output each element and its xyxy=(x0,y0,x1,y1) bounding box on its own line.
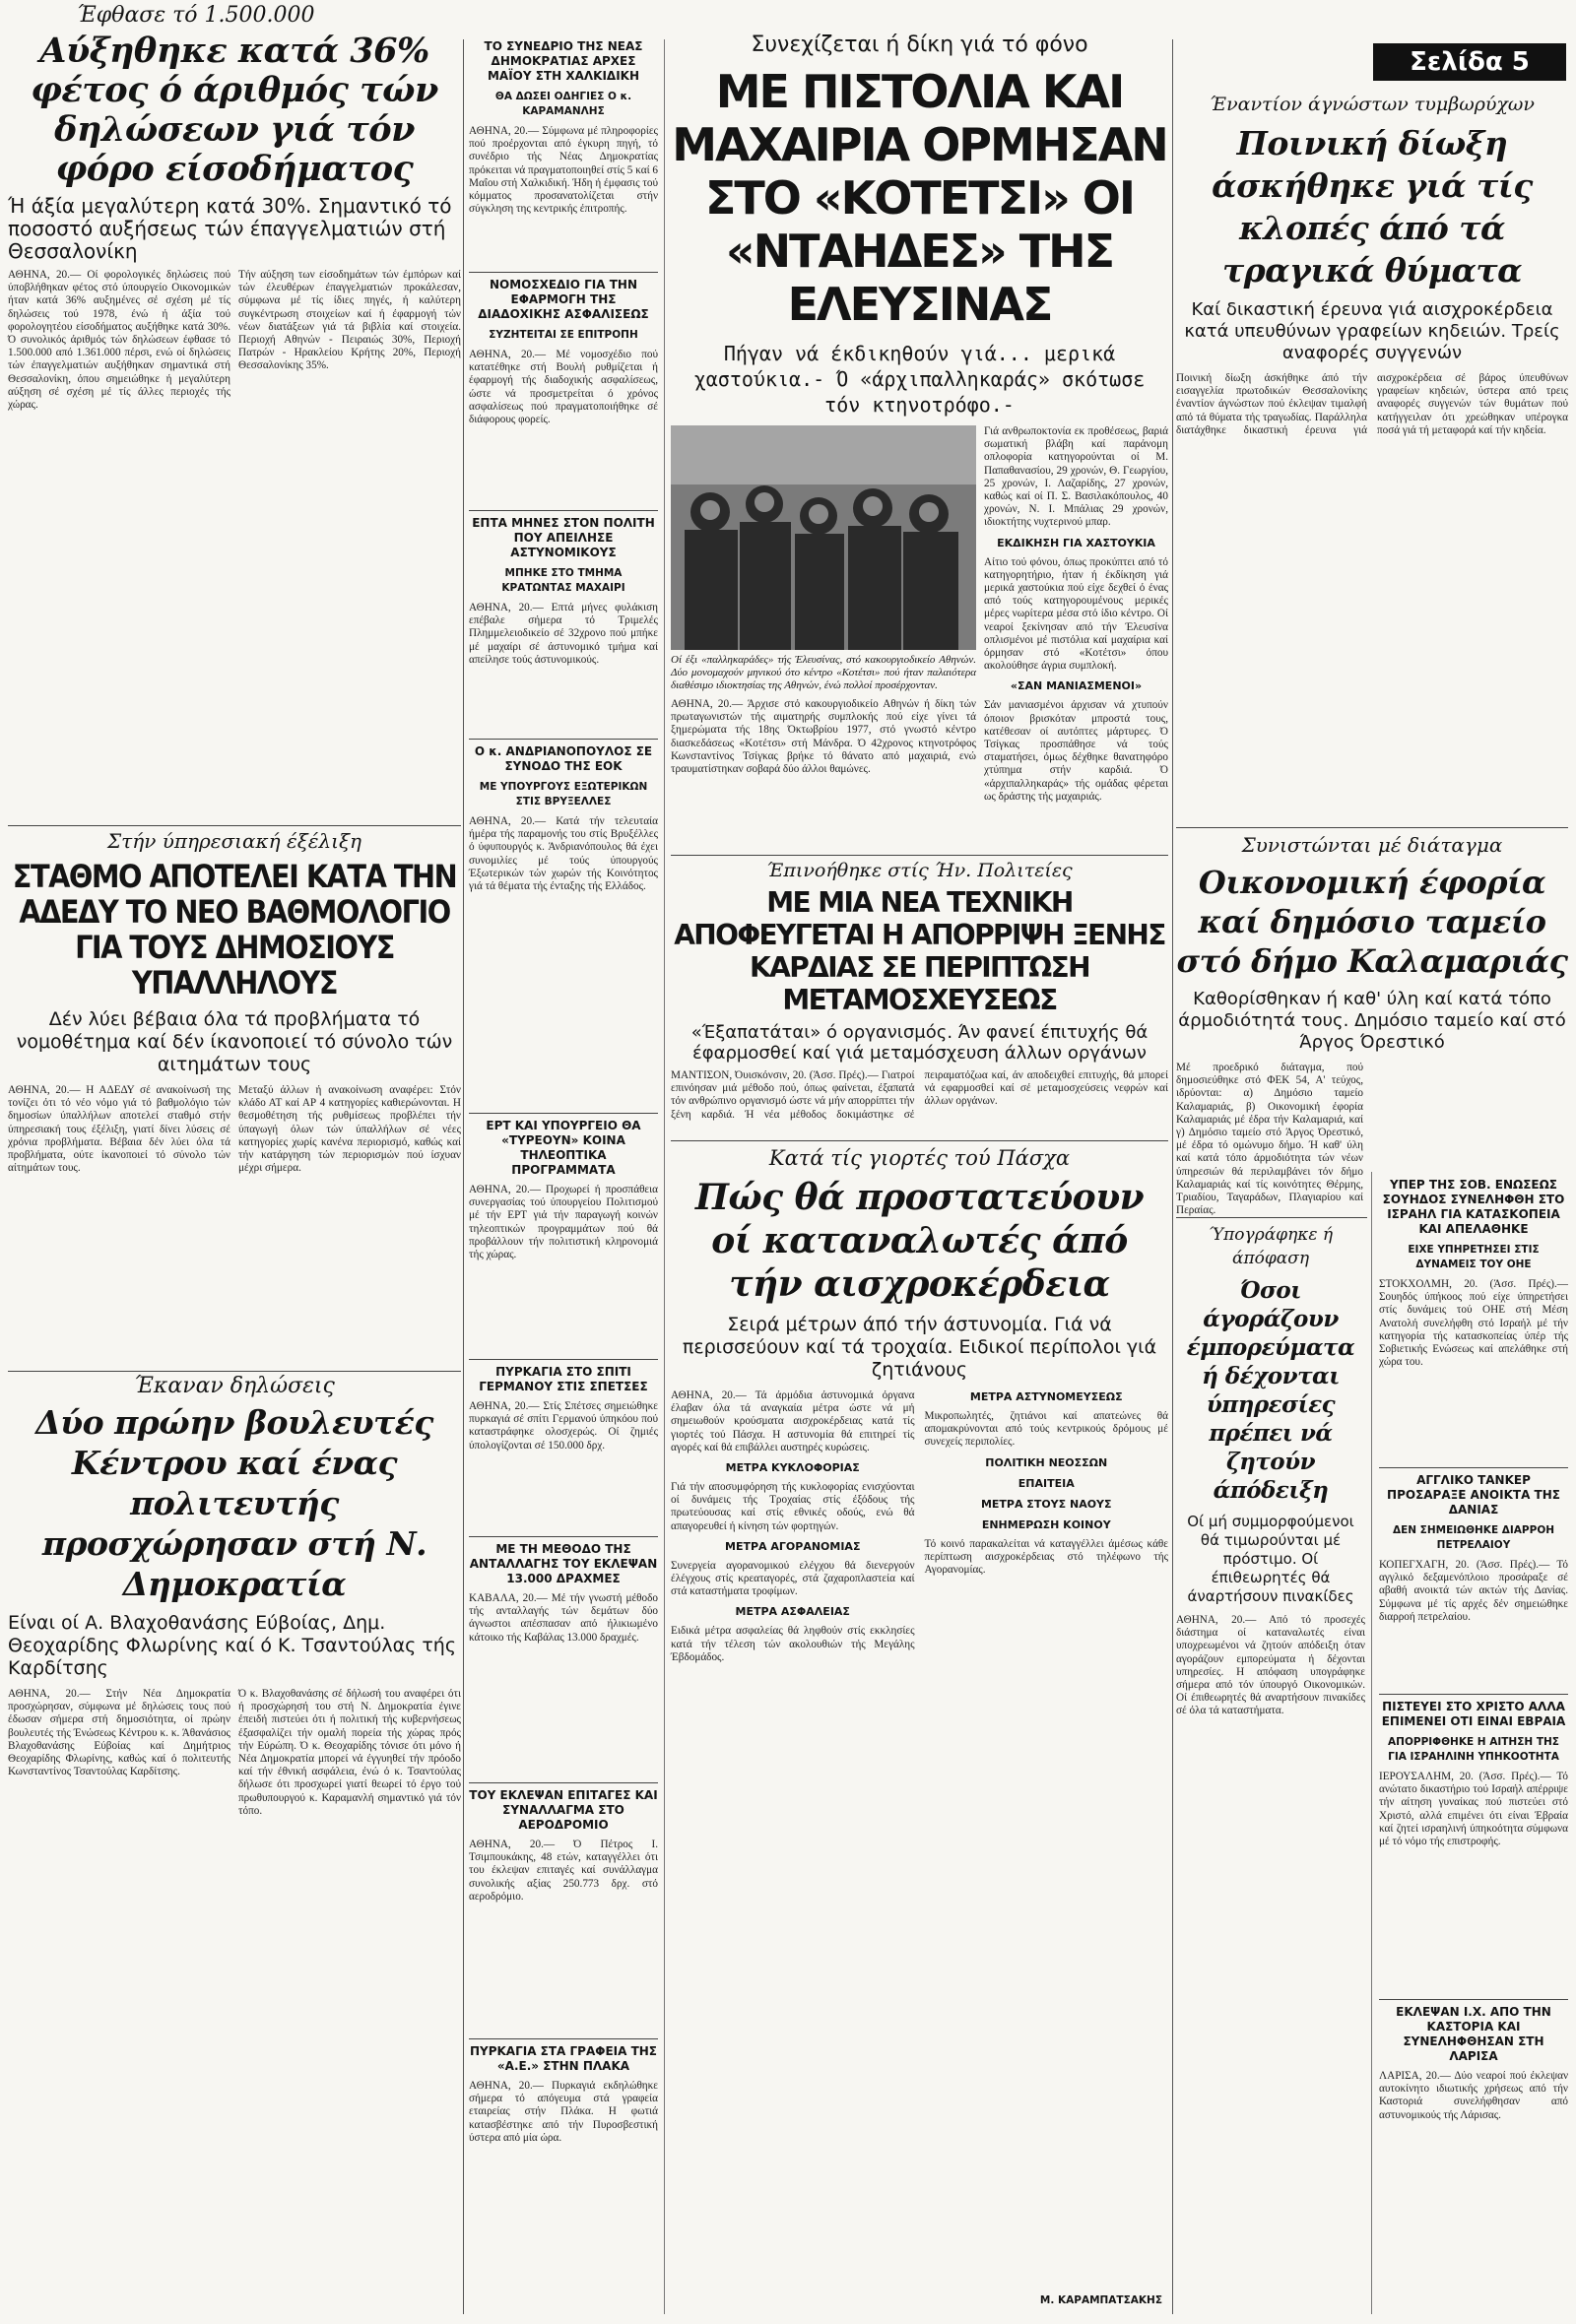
article-tax xyxy=(8,4,461,831)
body-a: ΑΘΗΝΑ, 20.— Στήν Νέα Δημοκρατία προσχώρησαν, σύμφωνα μέ δηλώσεις τους πού έδωσαν σήμερα στή δημοσιότητα, οί πρώην βουλευτές τής Ένώσεως Κέντρου κ. κ. Άθανάσιος Βλαχοθανάσης Εύβοίας καί Δημήτριος Θεοχαρίδης Φλωρίνης, καθώς καί ό πολιτευτής Κωνσταντίνος Τσαντούλας Καρδίτσης. xyxy=(8,1688,230,1778)
kicker: Κατά τίς γιορτές τού Πάσχα xyxy=(768,1146,1071,1170)
headline: Ποινική δίωξη άσκήθηκε γιά τίς κλοπές άπό τά τραγικά θύματα xyxy=(1212,124,1533,290)
headline: Αύξηθηκε κατά 36% φέτος ό άριθμός τών δηλώσεων γιά τόν φόρο είσοδήματος xyxy=(31,31,438,189)
body: ΑΘΗΝΑ, 20.— Κατά τήν τελευταία ήμέρα τής παραμονής του στίς Βρυξέλλες ό ύφυπουργός κ. Άνδριανόπουλος θά έχει συνομιλίες μέ τούς ύπουργούς Έξωτερικών τών χωρών τής Κοινότητος γιά τά θέματα τής ένταξης τής Ελλάδος. xyxy=(469,815,658,893)
subhead: ΜΠΗΚΕ ΣΤΟ ΤΜΗΜΑ ΚΡΑΤΩΝΤΑΣ ΜΑΧΑΙΡΙ xyxy=(501,567,625,594)
headline: Ο κ. ΑΝΔΡΙΑΝΟΠΟΥΛΟΣ ΣΕ ΣΥΝΟΔΟ ΤΗΣ ΕΟΚ xyxy=(474,744,653,773)
subhead-6: ΕΠΑΙΤΕΙΑ xyxy=(1018,1476,1075,1490)
headline: ΕΠΤΑ ΜΗΝΕΣ ΣΤΟΝ ΠΟΛΙΤΗ ΠΟΥ ΑΠΕΙΛΗΣΕ ΑΣΤΥΝΟΜΙΚΟΥΣ xyxy=(472,516,655,559)
body-b: Τήν αύξηση των είσοδημάτων τών έμπόρων καί τών έλευθέρων έπαγγελματιών προκάλεσαν, σύμφωνα μέ τίς ίδιες πηγές, ή καλύτερη συγκέντρωση στοιχείων καί ή έφαρμογή τών νέων διατάξεων γιά τά βιβλία καί στοιχεία. Περιοχή Αθηνών - Πειραιώς 30%, Περιοχή Πατρών - Ηρακλείου Κρήτης 20%, Περιοχή Θεσσαλονίκης 35%. xyxy=(238,269,461,372)
brief-insurance xyxy=(469,278,658,504)
kicker: Έφθασε τό 1.500.000 xyxy=(77,3,315,28)
headline: ΣΤΑΘΜΟ ΑΠΟΤΕΛΕΙ ΚΑΤΑ ΤΗΝ ΑΔΕΔΥ ΤΟ ΝΕΟ ΒΑΘΜΟΛΟΓΙΟ ΓΙΑ ΤΟΥΣ ΔΗΜΟΣΙΟΥΣ ΥΠΑΛΛΗΛΟΥΣ xyxy=(12,858,457,1001)
subhead-1: ΜΕΤΡΑ ΚΥΚΛΟΦΟΡΙΑΣ xyxy=(725,1461,860,1475)
body-c: Αίτιο τού φόνου, όπως προκύπτει από τό κατηγορητήριο, ήταν ή έκδίκηση γιά μερικά χαστούκια πού είχε δεχθεί ό ένας από τούς κατηγορουμένους μερικές μέρες νωρίτερα μέσα στό ίδιο κέντρο. Οί νεαροί ξεκίνησαν από τήν Έλευσίνα οπλισμένοι μέ πιστόλια καί μαχαίρια καί όρμησαν στό «Κοτέτσι» όπου ακολούθησε άγρια συμπλοκή. xyxy=(984,555,1168,673)
body: ΑΘΗΝΑ, 20.— Πυρκαγιά εκδηλώθηκε σήμερα τό απόγευμα στά γραφεία εταιρείας στήν Πλάκα. Η φωτιά κατασβέστηκε από τήν Πυροσβεστική ύστερα από μία ώρα. xyxy=(469,2080,658,2144)
subhead-5: ΠΟΛΙΤΙΚΗ ΝΕΟΣΣΩΝ xyxy=(985,1455,1108,1469)
body-a: ΑΘΗΝΑ, 20.— Άρχισε στό κακουργιοδικείο Αθηνών ή δίκη τών πρωταγωνιστών τής αιματηρής συμπλοκής πού είχε γίνει τά ξημερώματα τής 18ης Όκτωβρίου 1977, στό γνωστό κέντρο διασκεδάσεως «Κοτέτσι» στή Μάνδρα. Ό 42χρονος κτηνοτρόφος Κωνσταντίνος Τσίγκας βρήκε τό θάνατο από μαχαιριά, ενώ τραυματίστηκαν σοβαρά δύο άλλοι θαμώνες. xyxy=(671,698,976,776)
byline: Μ. ΚΑΡΑΜΠΑΤΣΑΚΗΣ xyxy=(1039,2294,1162,2306)
article-trial xyxy=(671,33,1168,851)
body: ΑΘΗΝΑ, 20.— Προχωρεί ή προσπάθεια συνεργασίας τού ύπουργείου Πολιτισμού μέ τήν ΕΡΤ γιά τήν παραγωγή κοινών τηλεοπτικών προγραμμάτων πού θά προβάλλουν τήν πολιτιστική κληρονομιά τής χώρας. xyxy=(469,1184,658,1261)
brief-spy xyxy=(1379,1178,1568,1463)
kicker: Συνεχίζεται ή δίκη γιά τό φόνο xyxy=(751,32,1088,57)
headline: ΤΟ ΣΥΝΕΔΡΙΟ ΤΗΣ ΝΕΑΣ ΔΗΜΟΚΡΑΤΙΑΣ ΑΡΧΕΣ ΜΑΪΟΥ ΣΤΗ ΧΑΛΚΙΔΙΚΗ xyxy=(484,39,643,83)
body: ΚΑΒΑΛΑ, 20.— Μέ τήν γνωστή μέθοδο τής ανταλλαγής τών δεμάτων δύο άγνωστοι απέσπασαν από ήλικιωμένο κάτοικο τής Καβάλας 13.000 δραχμές. xyxy=(469,1592,658,1644)
headline: ΑΓΓΛΙΚΟ ΤΑΝΚΕΡ ΠΡΟΣΑΡΑΞΕ ΑΝΟΙΚΤΑ ΤΗΣ ΔΑΝΙΑΣ xyxy=(1387,1473,1560,1517)
body-a: ΑΘΗΝΑ, 20.— Οί φορολογικές δηλώσεις πού ύποβλήθηκαν φέτος στό ύπουργείο Οικονομικών ήταν κατά 36% αυξημένες σέ σχέση μέ τίς δηλώσεις τού 1978, ένώ ή άξία τού φορολογητέου είσοδήματος αυξήθηκε κατά 30%. Ό συνολικός άριθμός τών δηλώσεων έφθασε τό 1.500.000 από 1.361.000 πέρσι, ενώ οί δηλώσεις τών έπαγγελματιών αυξήθηκαν σημαντικά στή Θεσσαλονίκη, όπου σημειώθηκε ή μεγαλύτερη αύξηση σέ σχέση μέ τίς άλλες περιοχές τής χώρας. xyxy=(8,269,230,412)
headline: ΕΡΤ ΚΑΙ ΥΠΟΥΡΓΕΙΟ ΘΑ «ΤΥΡΕΟΥΝ» ΚΟΙΝΑ ΤΗΛΕΟΠΤΙΚΑ ΠΡΟΓΡΑΜΜΑΤΑ xyxy=(486,1119,641,1177)
defendants-photo xyxy=(671,425,976,650)
headline: Όσοι άγοράζουν έμπορεύματα ή δέχονται ύπηρεσίες πρέπει νά ζητούν άπόδειξη xyxy=(1186,1277,1355,1504)
headline: ΠΥΡΚΑΓΙΑ ΣΤΑ ΓΡΑΦΕΙΑ ΤΗΣ «Α.Ε.» ΣΤΗΝ ΠΛΑΚΑ xyxy=(469,2044,658,2073)
subhead-4: ΜΕΤΡΑ ΑΣΤΥΝΟΜΕΥΣΕΩΣ xyxy=(969,1390,1123,1403)
article-heart xyxy=(671,859,1168,1136)
body: Μέ προεδρικό διάταγμα, πού δημοσιεύθηκε στό ΦΕΚ 54, Α' τεύχος, ιδρύονται: α) Δημόσιο ταμείο Καλαμαριάς, β) Οικονομική έφορία Καλαμαριάς μέ έδρα τήν Καλαμαριά, καί γ) Δημόσιο ταμείο στό Άργος Όρεστικό, μέ έδρα τό ομώνυμο δήμο. Ή καθ' ύλη καί κατά τόπο άρμοδιότητα τών νέων ύπηρεσιών θά περιλαμβάνει τόν δήμο Καλαμαριάς καί τίς κοινότητες Θέρμης, Τριαδίου, Ταγαράδων, Πλαγιαρίου καί Περαίας. xyxy=(1176,1062,1363,1217)
photo-image xyxy=(671,425,976,650)
deck: Οί μή συμμορφούμενοι θά τιμωρούνται μέ πρόστιμο. Οί έπιθεωρητές θά άναρτήσουν πινακίδες xyxy=(1187,1513,1354,1605)
subhead: ΜΕ ΥΠΟΥΡΓΟΥΣ ΕΞΩΤΕΡΙΚΩΝ ΣΤΙΣ ΒΡΥΞΕΛΛΕΣ xyxy=(479,781,648,807)
body-d: Σάν μανιασμένοι άρχισαν νά χτυπούν όποιον βρισκόταν μπροστά τους, κατέθεσαν οί αυτόπτες μάρτυρες. Ό Τσίγκας προσπάθησε νά τούς σταματήσει, όμως δέχθηκε θανατηφόρο χτύπημα στήν καρδιά. Ό «άρχιπαλληκαράς» τής ομάδας φέρεται ως δράστης τής μαχαιριάς. xyxy=(984,699,1168,803)
brief-panka xyxy=(469,2044,658,2310)
kicker: Έπινοήθηκε στίς Ήν. Πολιτείες xyxy=(766,860,1073,881)
headline: ΝΟΜΟΣΧΕΔΙΟ ΓΙΑ ΤΗΝ ΕΦΑΡΜΟΓΗ ΤΗΣ ΔΙΑΔΟΧΙΚΗΣ ΑΣΦΑΛΙΣΕΩΣ xyxy=(478,278,649,321)
brief-citizen xyxy=(469,516,658,733)
brief-fire xyxy=(469,1365,658,1532)
deck: Καί δικαστική έρευνα γιά αισχροκέρδεια κατά υπευθύνων γραφείων κηδειών. Τρείς αναφορές συγγενών xyxy=(1184,299,1560,363)
deck: Πήγαν νά έκδικηθούν γιά... μερικά χαστούκια.- Ό «άρχιπαλληκαράς» σκότωσε τόν κτηνοτρόφο.- xyxy=(693,342,1146,417)
headline: ΜΕ ΜΙΑ ΝΕΑ ΤΕΧΝΙΚΗ ΑΠΟΦΕΥΓΕΤΑΙ Η ΑΠΟΡΡΙΨΗ ΞΕΝΗΣ ΚΑΡΔΙΑΣ ΣΕ ΠΕΡΙΠΤΩΣΗ ΜΕΤΑΜΟΣΧΕΥΣΕΩΣ xyxy=(674,886,1165,1016)
article-receipts xyxy=(1176,1223,1365,2316)
body: Ποινική δίωξη άσκήθηκε άπό τήν εισαγγελία πρωτοδικών Θεσσαλονίκης έναντίον άγνώστων πού έκλεψαν τιμαλφή από τά θύματα τής τραγωδίας. Παράλληλα διατάχθηκε δικαστική έρευνα γιά αισχροκέρδεια σέ βάρος ύπευθύνων γραφείων κηδειών, ύστερα από τρεις αναφορές συγγενών τών θυμάτων πού κατήγγειλαν ότι χρεώθηκαν υπέρογκα ποσά γιά τή μεταφορά καί τήν κηδεία. xyxy=(1176,372,1568,436)
body: ΣΤΟΚΧΟΛΜΗ, 20. (Άσσ. Πρές).— Σουηδός ύπήκοος πού είχε ύπηρετήσει στίς δυνάμεις τού ΟΗΕ στή Μέση Ανατολή συνελήφθη στό Ισραήλ μέ τήν κατηγορία τής κατασκοπείας ύπέρ τής Σοβιετικής Ενώσεως καί απελάθηκε στή χώρα του. xyxy=(1379,1278,1568,1369)
subhead-3: ΜΕΤΡΑ ΑΣΦΑΛΕΙΑΣ xyxy=(735,1605,850,1619)
subhead: ΣΥΖΗΤΕΙΤΑΙ ΣΕ ΕΠΙΤΡΟΠΗ xyxy=(489,329,638,341)
headline: ΕΚΛΕΨΑΝ Ι.Χ. ΑΠΟ ΤΗΝ ΚΑΣΤΟΡΙΑ ΚΑΙ ΣΥΝΕΛΗΦΘΗΣΑΝ ΣΤΗ ΛΑΡΙΣΑ xyxy=(1396,2005,1551,2063)
subhead: ΑΠΟΡΡΙΦΘΗΚΕ Η ΑΙΤΗΣΗ ΤΗΣ ΓΙΑ ΙΣΡΑΗΛΙΝΗ ΥΠΗΚΟΟΤΗΤΑ xyxy=(1388,1736,1559,1763)
article-easter xyxy=(671,1146,1168,2318)
kicker: Έκαναν δηλώσεις xyxy=(134,1374,335,1398)
body: ΚΟΠΕΓΧΑΓΗ, 20. (Άσσ. Πρές).— Τό αγγλικό δεξαμενόπλοιο προσάραξε σέ αβαθή ανοικτά τών ακτών τής Δανίας. Σύμφωνα μέ τίς αρχές δέν σημειώθηκε διαρροή πετρελαίου. xyxy=(1379,1559,1568,1623)
body-b: Γιά ανθρωποκτονία εκ προθέσεως, βαριά σωματική βλάβη καί παράνομη οπλοφορία κατηγορούνται οί Μ. Παπαθανασίου, 29 χρονών, Θ. Γεωργίου, 25 χρονών, Ι. Λαζαρίδης, 27 χρονών, καθώς καί οί Π. Σ. Βασιλακόπουλος, 40 χρονών, Ν. Ι. Μπάλιας 29 χρονών, ιδιοκτήτης νυχτερινού μπαρ. xyxy=(984,425,1168,529)
brief-ert xyxy=(469,1119,658,1335)
deck: Καθορίσθηκαν ή καθ' ύλη καί κατά τόπο άρμοδιότητά τους. Δημόσιο ταμείο καί στό Άργος Όρεστικό xyxy=(1178,989,1566,1053)
deck: Είναι οί Α. Βλαχοθανάσης Εύβοίας, Δημ. Θεοχαρίδης Φλωρίνης καί ό Κ. Τσαντούλας τής Καρδίτσης xyxy=(8,1612,456,1679)
subhead: ΔΕΝ ΣΗΜΕΙΩΘΗΚΕ ΔΙΑΡΡΟΗ ΠΕΤΡΕΛΑΙΟΥ xyxy=(1392,1524,1555,1551)
body: ΑΘΗΝΑ, 20.— Ό Πέτρος Ι. Τσιμπουκάκης, 48 ετών, καταγγέλλει ότι του έκλεψαν επιταγές καί συνάλλαγμα συνολικής αξίας 250.773 δρχ. στό αεροδρόμιο. xyxy=(469,1839,658,1903)
deck: «Έξαπατάται» ό οργανισμός. Άν φανεί έπιτυχής θά έφαρμοσθεί καί γιά μεταμόσχευση άλλων οργάνων xyxy=(690,1022,1149,1064)
deck: Ή άξία μεγαλύτερη κατά 30%. Σημαντικό τό ποσοστό αυξήσεως τών έπαγγελματιών στή Θεσσαλονίκη xyxy=(8,194,452,263)
body-c: Συνεργεία αγορανομικού ελέγχου θά διενεργούν έλέγχους στίς κρεαταγορές, στά ζαχαροπλαστεία καί στά καταστήματα τροφίμων. xyxy=(671,1559,915,1598)
subhead: ΕΙΧΕ ΥΠΗΡΕΤΗΣΕΙ ΣΤΙΣ ΔΥΝΑΜΕΙΣ ΤΟΥ ΟΗΕ xyxy=(1408,1244,1540,1270)
headline: ΤΟΥ ΕΚΛΕΨΑΝ ΕΠΙΤΑΓΕΣ ΚΑΙ ΣΥΝΑΛΛΑΓΜΑ ΣΤΟ ΑΕΡΟΔΡΟΜΙΟ xyxy=(469,1788,658,1832)
brief-kastoria xyxy=(1379,2005,1568,2310)
body-f: Τό κοινό παρακαλείται νά καταγγέλλει άμέσως κάθε περίπτωση αισχροκέρδειας στό τηλέφωνο τής Αγορανομίας. xyxy=(924,1537,1168,1577)
body: ΑΘΗΝΑ, 20.— Επτά μήνες φυλάκιση επέβαλε σήμερα τό Τριμελές Πλημμελειοδικείο σέ 32χρονο πού μπήκε μέ μαχαίρι σέ άστυνομικό τμήμα καί απείλησε τούς άστυνομικούς. xyxy=(469,602,658,666)
body-a: ΑΘΗΝΑ, 20.— Η ΑΔΕΔΥ σέ ανακοίνωσή της τονίζει ότι τό νέο νόμο γιά τό βαθμολόγιο τών δημοσίων ύπαλλήλων αποτελεί σταθμό στήν ύπηρεσιακή τους έξέλιξη, γιατί δίνει λύσεις σέ χρόνια προβλήματα. Βέβαια δέν λύει όλα τά προβλήματα, ούτε ίκανοποιεί τό σύνολο τών αίτημάτων τους. xyxy=(8,1084,230,1175)
subhead-2: ΜΕΤΡΑ ΑΓΟΡΑΝΟΜΙΑΣ xyxy=(725,1539,861,1553)
subhead-8: ΕΝΗΜΕΡΩΣΗ ΚΟΙΝΟΥ xyxy=(981,1517,1111,1531)
body-b: Ό κ. Βλαχοθανάσης σέ δήλωσή του αναφέρει ότι ή προσχώρησή του στή Ν. Δημοκρατία έγινε έπειδή πιστεύει ότι ή πολιτική τής κυβερνήσεως έξασφαλίζει τήν ομαλή πορεία τής χώρας πρός τήν Εύρώπη. Ό κ. Θεοχαρίδης τόνισε ότι μόνο ή Νέα Δημοκρατία μπορεί νά έγγυηθεί τήν πρόοδο καί τήν έθνική ασφάλεια, ένώ ό κ. Τσαντούλας δήλωσε ότι προσχωρεί γιατί θεωρεί τό έργο τού πρωθυπουργού κ. Καραμανλή σημαντικό γιά τόν τόπο. xyxy=(238,1688,461,1817)
kicker: Έναντίον άγνώστων τυμβωρύχων xyxy=(1210,94,1535,115)
body: ΑΘΗΝΑ, 20.— Σύμφωνα μέ πληροφορίες πού προέρχονται από έγκυρη πηγή, τό συνέδριο τής Νέας Δημοκρατίας πρόκειται νά πραγματοποιηθεί στίς 5 καί 6 Μαΐου στή Χαλκιδική. Ήδη ή έμφασις τού κόμματος προσανατολίζεται στήν σύγκληση της κεντρικής έπιτροπής. xyxy=(469,125,658,216)
body: ΙΕΡΟΥΣΑΛΗΜ, 20. (Άσσ. Πρές).— Τό ανώτατο δικαστήριο τού Ισραήλ απέρριψε τήν αίτηση γυναίκας πού πιστεύει στό Χριστό, αλλά επιμένει ότι είναι Έβραία καί ζητεί ισραηλινή ύπηκοότητα σύμφωνα μέ τό νόμο τής επιστροφής. xyxy=(1379,1771,1568,1848)
kicker: Ύπογράφηκε ή άπόφαση xyxy=(1208,1225,1334,1268)
headline: Δύο πρώην βουλευτές Κέντρου καί ένας πολιτευτής προσχώρησαν στή Ν. Δημοκρατία xyxy=(35,1403,433,1603)
body-a: ΑΘΗΝΑ, 20.— Τά άρμόδια άστυνομικά όργανα έλαβαν όλα τά αναγκαία μέτρα ώστε νά μή σημειωθούν κρούσματα αισχροκέρδειας κατά τίς γιορτές τού Πάσχα. Η αστυνομία θά επιτηρεί τίς αγορές καί θά επιβάλλει αυστηρές κυρώσεις. xyxy=(671,1389,915,1453)
brief-nd-congress xyxy=(469,39,658,266)
deck: Δέν λύει βέβαια όλα τά προβλήματα τό νομοθέτημα καί δέν ίκανοποιεί τό σύνολο τών αιτημάτων τους xyxy=(16,1008,453,1075)
deck: Σειρά μέτρων άπό τήν άστυνομία. Γιά νά περισσεύουν καί τά τροχαία. Ειδικοί περίπολοι γιά ζητιάνους xyxy=(682,1314,1157,1381)
brief-andrianopoulos xyxy=(469,744,658,1109)
article-mps xyxy=(8,1375,461,2320)
kicker: Συνιστώνται μέ διάταγμα xyxy=(1241,833,1503,857)
body-d: Ειδικά μέτρα ασφαλείας θά ληφθούν στίς εκκλησίες κατά τήν τέλεση τών ακολουθιών τής Μεγάλης Έβδομάδος. xyxy=(671,1625,915,1663)
brief-tanker xyxy=(1379,1473,1568,1690)
body: ΑΘΗΝΑ, 20.— Μέ νομοσχέδιο πού κατατέθηκε στή Βουλή ρυθμίζεται ή έφαρμογή τής διαδοχικής ασφαλίσεως, ώστε νά προσμετρείται ό χρόνος ασφαλίσεως πού πραγματοποιήθηκε σέ διάφορους φορείς. xyxy=(469,349,658,426)
headline: Πώς θά προστατεύουν οί καταναλωτές άπό τήν αισχροκέρδεια xyxy=(694,1177,1145,1305)
brief-method xyxy=(469,1542,658,1778)
page-number-badge: Σελίδα 5 xyxy=(1373,43,1566,81)
column-right xyxy=(1176,0,1568,2324)
subhead-7: ΜΕΤΡΑ ΣΤΟΥΣ ΝΑΟΥΣ xyxy=(980,1497,1112,1511)
headline: ΥΠΕΡ ΤΗΣ ΣΟΒ. ΕΝΩΣΕΩΣ ΣΟΥΗΔΟΣ ΣΥΝΕΛΗΦΘΗ ΣΤΟ ΙΣΡΑΗΛ ΓΙΑ ΚΑΤΑΣΚΟΠΕΙΑ ΚΑΙ ΑΠΕΛΑΘΗΚΕ xyxy=(1382,1178,1565,1236)
headline: ΠΥΡΚΑΓΙΑ ΣΤΟ ΣΠΙΤΙ ΓΕΡΜΑΝΟΥ ΣΤΙΣ ΣΠΕΤΣΕΣ xyxy=(479,1365,648,1393)
kicker: Στήν ύπηρεσιακή έξέλιξη xyxy=(107,829,361,853)
body-b: Μεταξύ άλλων ή ανακοίνωση αναφέρει: Στόν κλάδο ΑΤ καί ΑΡ 4 κατηγορίες καθιερώνονται. Η θεσμοθέτηση τής ρυθμίσεως προβλέπει τήν ύπαγωγή όλων τών ύπαλλήλων σέ νέες κατηγορίες χωρίς κανένα περιορισμό, καθώς καί τήν κατάργηση τών περιορισμών πού ίσχυαν μέχρι σήμερα. xyxy=(238,1084,461,1175)
body: ΑΘΗΝΑ, 20.— Από τό προσεχές διάστημα οί καταναλωτές είναι υποχρεωμένοι νά ζητούν απόδειξη όταν αγοράζουν εμπορεύματα ή δέχονται υπηρεσίες. Η απόφαση υπογράφηκε σήμερα από τόν ύπουργό Οικονομικών. Οί έπιθεωρητές θά αναρτήσουν πινακίδες σέ όλα τά καταστήματα. xyxy=(1176,1614,1365,1717)
subhead-1: ΕΚΔΙΚΗΣΗ ΓΙΑ ΧΑΣΤΟΥΚΙΑ xyxy=(997,536,1155,549)
column-center xyxy=(469,0,1168,2324)
article-prosecution xyxy=(1176,93,1568,841)
subhead-2: «ΣΑΝ ΜΑΝΙΑΣΜΕΝΟΙ» xyxy=(1010,679,1143,693)
brief-jews xyxy=(1379,1700,1568,1995)
body: ΑΘΗΝΑ, 20.— Στίς Σπέτσες σημειώθηκε πυρκαγιά σέ σπίτι Γερμανού ύπηκόου πού καταστράφηκε ολοσχερώς. Οί ζημιές ύπολογίζονται σέ 150.000 δρχ. xyxy=(469,1400,658,1452)
body-e: Μικροπωλητές, ζητιάνοι καί απατεώνες θά απομακρύνονται από τούς κεντρικούς δρόμους μέ συνεχείς περιπολίες. xyxy=(924,1410,1168,1449)
column-left xyxy=(8,0,461,2324)
brief-airport xyxy=(469,1788,658,2034)
subhead: ΘΑ ΔΩΣΕΙ ΟΔΗΓΙΕΣ Ο κ. ΚΑΡΑΜΑΝΛΗΣ xyxy=(494,91,632,117)
headline: ΜΕ ΤΗ ΜΕΘΟΔΟ ΤΗΣ ΑΝΤΑΛΛΑΓΗΣ ΤΟΥ ΕΚΛΕΨΑΝ 13.000 ΔΡΑΧΜΕΣ xyxy=(469,1542,658,1585)
headline: ΜΕ ΠΙΣΤΟΛΙΑ ΚΑΙ ΜΑΧΑΙΡΙΑ ΟΡΜΗΣΑΝ ΣΤΟ «ΚΟΤΕΤΣΙ» ΟΙ «ΝΤΑΗΔΕΣ» ΤΗΣ ΕΛΕΥΣΙΝΑΣ xyxy=(672,65,1167,331)
photo-caption: Οί έξι «παλληκαράδες» τής Έλευσίνας, στό κακουργιοδικείο Αθηνών. Δύο μονομαχούν μηνικού ότο κέντρο «Κοτέτσι» πού ήταν παλαιότερα διαθέσιμο ιδιοκτησίας της Αθηνών, ένώ πολλοί προσέρχονταν. xyxy=(671,654,976,691)
headline: Οικονομική έφορία καί δημόσιο ταμείο στό δήμο Καλαμαριάς xyxy=(1176,864,1568,980)
body-b: Γιά τήν αποσυμφόρηση τής κυκλοφορίας ενισχύονται οί δυνάμεις τής Τροχαίας στίς έξόδους τής πρωτεύουσας καί στίς εθνικές οδούς, ενώ θά απαγορευθεί ή κίνηση τών φορτηγών. xyxy=(671,1481,915,1532)
headline: ΠΙΣΤΕΥΕΙ ΣΤΟ ΧΡΙΣΤΟ ΑΛΛΑ ΕΠΙΜΕΝΕΙ ΟΤΙ ΕΙΝΑΙ ΕΒΡΑΙΑ xyxy=(1381,1700,1566,1728)
body: ΜΑΝΤΙΣΟΝ, Όυισκόνσιν, 20. (Άσσ. Πρές).— Γιατροί επινόησαν μιά μέθοδο πού, όπως φαίνεται, έξαπατά τόν ανθρώπινο οργανισμό ώστε νά μήν απορρίπτει τήν ξένη καρδιά. Ή νέα μέθοδος δοκιμάστηκε σέ πειραματόζωα καί, άν αποδειχθεί επιτυχής, θά μπορεί νά εφαρμοσθεί καί σέ μεταμοσχεύσεις νεφρών καί άλλων οργάνων. xyxy=(671,1069,1168,1121)
body: ΛΑΡΙΣΑ, 20.— Δύο νεαροί πού έκλεψαν αυτοκίνητο ιδιωτικής χρήσεως από τήν Καστοριά συνελήφθησαν από αστυνομικούς τής Λάρισας. xyxy=(1379,2070,1568,2121)
article-grading xyxy=(8,829,461,1373)
